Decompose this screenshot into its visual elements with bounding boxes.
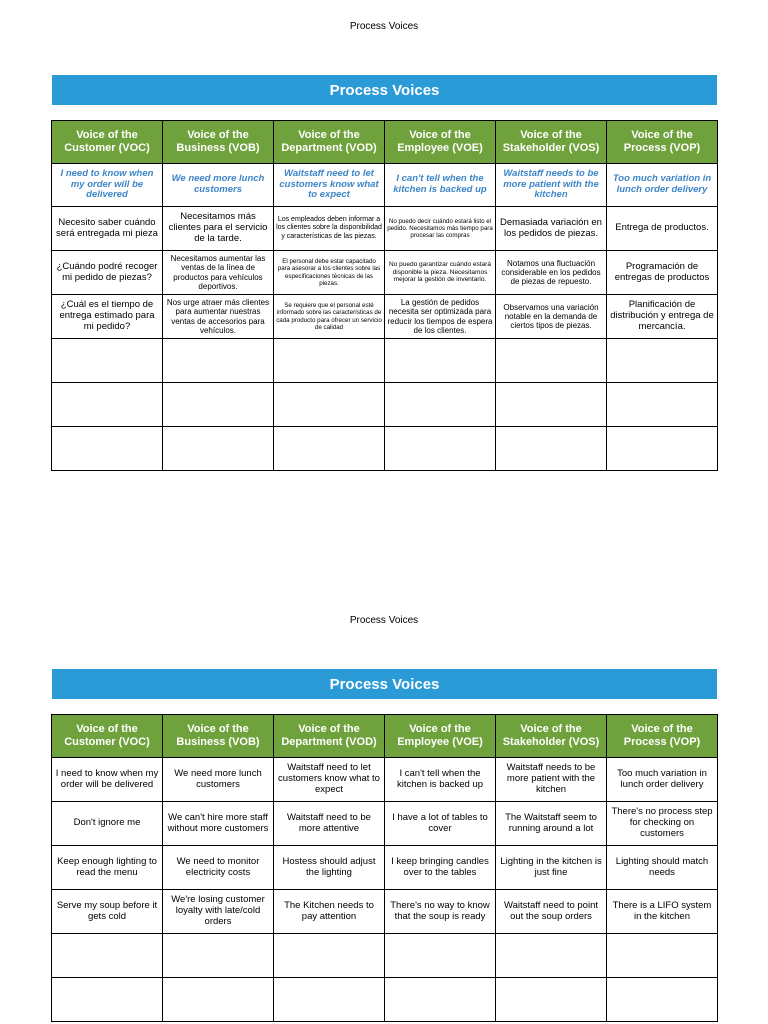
table-cell bbox=[274, 427, 385, 471]
table-cell: Hostess should adjust the lighting bbox=[274, 846, 385, 890]
table-cell: Waitstaff needs to be more patient with the kitchen bbox=[496, 758, 607, 802]
section-banner: Process Voices bbox=[52, 75, 717, 105]
table-cell: Don't ignore me bbox=[52, 802, 163, 846]
table-cell: No puedo decir cuándo estará listo el pedido. Necesitamos más tiempo para procesar las compras bbox=[385, 207, 496, 251]
table-cell bbox=[496, 383, 607, 427]
table-cell: ¿Cuándo podré recoger mi pedido de piezas? bbox=[52, 251, 163, 295]
table-header-row bbox=[52, 121, 718, 164]
table-cell: There's no way to know that the soup is ready bbox=[385, 890, 496, 934]
table-cell: Serve my soup before it gets cold bbox=[52, 890, 163, 934]
table-cell: We need more lunch customers bbox=[163, 758, 274, 802]
table-cell: Necesitamos aumentar las ventas de la línea de productos para vehículos deportivos. bbox=[163, 251, 274, 295]
table-row bbox=[52, 802, 718, 846]
table-cell: Too much variation in lunch order delivery bbox=[607, 164, 718, 207]
table-cell: Nos urge atraer más clientes para aumentar nuestras ventas de accesorios para vehículos. bbox=[163, 295, 274, 339]
table-cell bbox=[385, 339, 496, 383]
table-cell bbox=[274, 383, 385, 427]
column-header-voe: Voice of the Employee (VOE) bbox=[385, 121, 496, 164]
column-header-vop: Voice of the Process (VOP) bbox=[607, 715, 718, 758]
table-cell bbox=[607, 427, 718, 471]
table-cell: We're losing customer loyalty with late/cold orders bbox=[163, 890, 274, 934]
table-cell: I have a lot of tables to cover bbox=[385, 802, 496, 846]
table-cell: I keep bringing candles over to the tables bbox=[385, 846, 496, 890]
table-row bbox=[52, 978, 718, 1022]
table-cell bbox=[607, 339, 718, 383]
table-cell bbox=[274, 978, 385, 1022]
table-cell: There's no process step for checking on customers bbox=[607, 802, 718, 846]
table-row bbox=[52, 934, 718, 978]
table-cell: I need to know when my order will be delivered bbox=[52, 164, 163, 207]
table-cell bbox=[52, 383, 163, 427]
table-row bbox=[52, 339, 718, 383]
table-cell bbox=[607, 383, 718, 427]
table-cell: ¿Cuál es el tiempo de entrega estimado para mi pedido? bbox=[52, 295, 163, 339]
table-cell: Programación de entregas de productos bbox=[607, 251, 718, 295]
table-cell: Lighting in the kitchen is just fine bbox=[496, 846, 607, 890]
table-cell bbox=[52, 427, 163, 471]
table-cell: I can't tell when the kitchen is backed up bbox=[385, 758, 496, 802]
column-header-vod: Voice of the Department (VOD) bbox=[274, 715, 385, 758]
table-cell bbox=[385, 427, 496, 471]
table-cell bbox=[607, 934, 718, 978]
table-row bbox=[52, 251, 718, 295]
table-cell: We can't hire more staff without more customers bbox=[163, 802, 274, 846]
table-cell: Keep enough lighting to read the menu bbox=[52, 846, 163, 890]
table-cell bbox=[163, 978, 274, 1022]
column-header-voe: Voice of the Employee (VOE) bbox=[385, 715, 496, 758]
table-cell: La gestión de pedidos necesita ser optimizada para reducir los tiempos de espera de los clientes. bbox=[385, 295, 496, 339]
table-cell bbox=[496, 978, 607, 1022]
section-banner: Process Voices bbox=[52, 669, 717, 699]
table-cell bbox=[385, 934, 496, 978]
table-cell: Necesito saber cuándo será entregada mi pieza bbox=[52, 207, 163, 251]
table-cell: Lighting should match needs bbox=[607, 846, 718, 890]
column-header-vod: Voice of the Department (VOD) bbox=[274, 121, 385, 164]
table-cell: Waitstaff need to let customers know what to expect bbox=[274, 758, 385, 802]
table-row bbox=[52, 207, 718, 251]
table-cell bbox=[496, 934, 607, 978]
column-header-vob: Voice of the Business (VOB) bbox=[163, 121, 274, 164]
table-cell bbox=[163, 427, 274, 471]
column-header-vob: Voice of the Business (VOB) bbox=[163, 715, 274, 758]
table-row bbox=[52, 427, 718, 471]
table-cell: The Waitstaff seem to running around a lot bbox=[496, 802, 607, 846]
table-cell bbox=[274, 934, 385, 978]
table-cell: Notamos una fluctuación considerable en los pedidos de piezas de repuesto. bbox=[496, 251, 607, 295]
table-cell: Too much variation in lunch order delivery bbox=[607, 758, 718, 802]
table-cell: Demasiada variación en los pedidos de piezas. bbox=[496, 207, 607, 251]
table-cell bbox=[496, 339, 607, 383]
table-cell: No puedo garantizar cuándo estará disponible la pieza. Necesitamos mejorar la gestión de inventario. bbox=[385, 251, 496, 295]
table-cell: I can't tell when the kitchen is backed up bbox=[385, 164, 496, 207]
table-cell bbox=[385, 383, 496, 427]
table-cell bbox=[52, 339, 163, 383]
table-cell bbox=[274, 339, 385, 383]
table-cell: El personal debe estar capacitado para asesorar a los clientes sobre las especificaciones técnicas de las piezas. bbox=[274, 251, 385, 295]
table-row bbox=[52, 164, 718, 207]
table-cell: Observamos una variación notable en la demanda de ciertos tipos de piezas. bbox=[496, 295, 607, 339]
table-cell: Necesitamos más clientes para el servicio de la tarde. bbox=[163, 207, 274, 251]
column-header-vop: Voice of the Process (VOP) bbox=[607, 121, 718, 164]
table-row bbox=[52, 758, 718, 802]
table-cell: Waitstaff need to point out the soup orders bbox=[496, 890, 607, 934]
table-cell: Planificación de distribución y entrega de mercancía. bbox=[607, 295, 718, 339]
table-cell bbox=[607, 978, 718, 1022]
column-header-vos: Voice of the Stakeholder (VOS) bbox=[496, 715, 607, 758]
column-header-voc: Voice of the Customer (VOC) bbox=[52, 121, 163, 164]
table-cell: Waitstaff needs to be more patient with the kitchen bbox=[496, 164, 607, 207]
table-cell: We need more lunch customers bbox=[163, 164, 274, 207]
table-cell bbox=[496, 427, 607, 471]
column-header-voc: Voice of the Customer (VOC) bbox=[52, 715, 163, 758]
page-header: Process Voices bbox=[349, 21, 419, 32]
table-cell: Waitstaff need to let customers know what to expect bbox=[274, 164, 385, 207]
column-header-vos: Voice of the Stakeholder (VOS) bbox=[496, 121, 607, 164]
table-cell: There is a LIFO system in the kitchen bbox=[607, 890, 718, 934]
table-cell: We need to monitor electricity costs bbox=[163, 846, 274, 890]
table-cell: The Kitchen needs to pay attention bbox=[274, 890, 385, 934]
table-cell bbox=[385, 978, 496, 1022]
table-row bbox=[52, 295, 718, 339]
table-row bbox=[52, 846, 718, 890]
page-header: Process Voices bbox=[349, 615, 419, 626]
process-voices-table bbox=[51, 714, 718, 1022]
table-cell bbox=[52, 934, 163, 978]
table-cell: I need to know when my order will be delivered bbox=[52, 758, 163, 802]
table-cell: Los empleados deben informar a los clientes sobre la disponibilidad y características de las piezas. bbox=[274, 207, 385, 251]
table-cell bbox=[52, 978, 163, 1022]
process-voices-table bbox=[51, 120, 718, 471]
table-cell bbox=[163, 383, 274, 427]
table-cell: Waitstaff need to be more attentive bbox=[274, 802, 385, 846]
table-cell bbox=[163, 934, 274, 978]
table-cell: Entrega de productos. bbox=[607, 207, 718, 251]
table-row bbox=[52, 383, 718, 427]
table-cell: Se requiere que el personal esté informado sobre las características de cada producto para ofrecer un servicio de calidad bbox=[274, 295, 385, 339]
table-header-row bbox=[52, 715, 718, 758]
table-cell bbox=[163, 339, 274, 383]
table-row bbox=[52, 890, 718, 934]
